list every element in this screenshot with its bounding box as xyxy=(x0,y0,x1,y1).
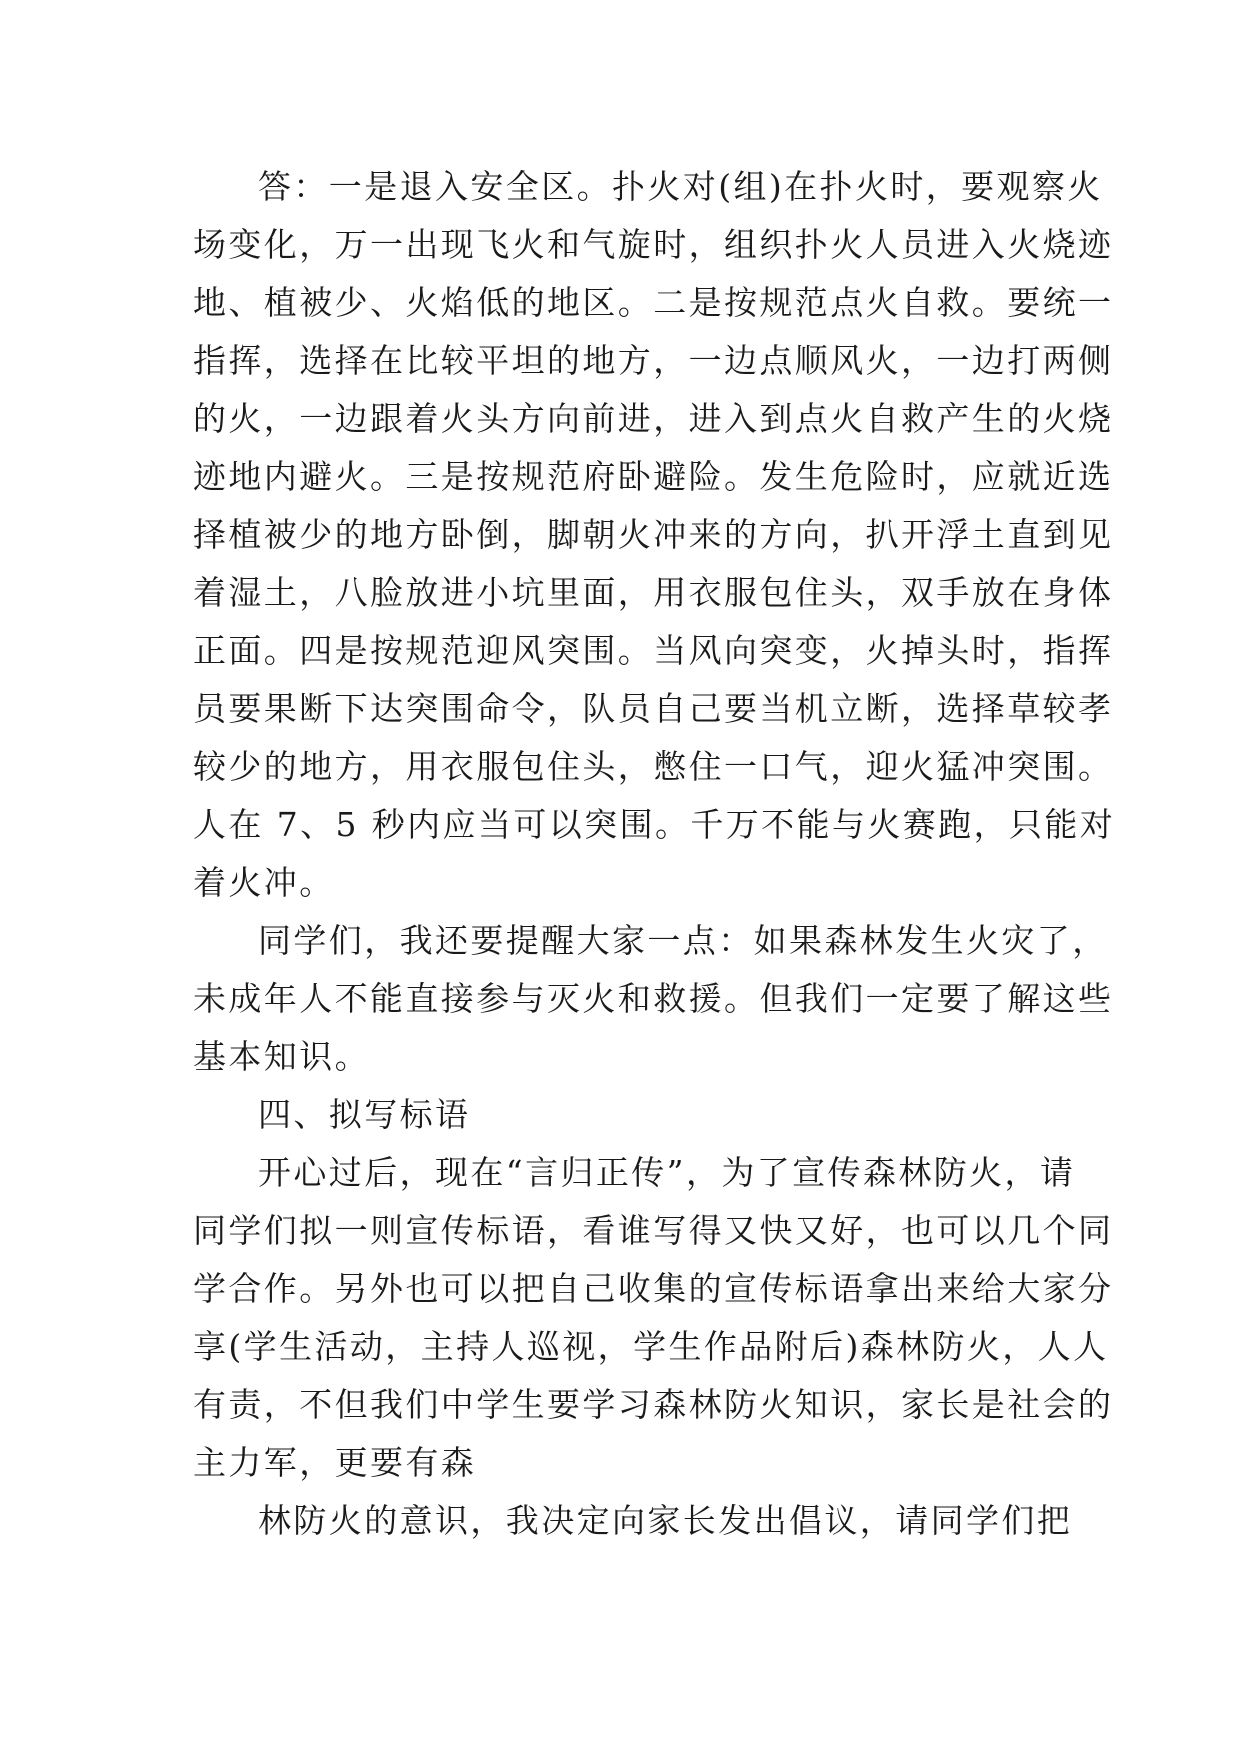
paragraph-line: 着湿土，八脸放进小坑里面，用衣服包住头，双手放在身体 xyxy=(193,573,1114,612)
paragraph-line: 指挥，选择在比较平坦的地方，一边点顺风火，一边打两侧 xyxy=(193,341,1114,380)
paragraph-line: 迹地内避火。三是按规范府卧避险。发生危险时，应就近选 xyxy=(193,457,1114,496)
paragraph-line: 林防火的意识，我决定向家长发出倡议，请同学们把 xyxy=(258,1501,1073,1540)
paragraph-line: 地、植被少、火焰低的地区。二是按规范点火自救。要统一 xyxy=(193,283,1114,322)
paragraph-line: 学合作。另外也可以把自己收集的宣传标语拿出来给大家分 xyxy=(193,1269,1114,1308)
paragraph-line: 较少的地方，用衣服包住头，憋住一口气，迎火猛冲突围。 xyxy=(193,747,1114,786)
paragraph-line: 着火冲。 xyxy=(193,863,335,902)
paragraph-line: 开心过后，现在“言归正传”，为了宣传森林防火，请 xyxy=(258,1153,1076,1192)
paragraph-line: 基本知识。 xyxy=(193,1037,370,1076)
paragraph-line: 主力军，更要有森 xyxy=(193,1443,477,1482)
paragraph-line: 有责，不但我们中学生要学习森林防火知识，家长是社会的 xyxy=(193,1385,1114,1424)
paragraph-line: 场变化，万一出现飞火和气旋时，组织扑火人员进入火烧迹 xyxy=(193,225,1114,264)
paragraph-line: 同学们，我还要提醒大家一点：如果森林发生火灾了， xyxy=(258,921,1108,960)
section-heading: 四、拟写标语 xyxy=(258,1095,471,1134)
paragraph-line: 员要果断下达突围命令，队员自己要当机立断，选择草较孝 xyxy=(193,689,1114,728)
paragraph-line: 的火，一边跟着火头方向前进，进入到点火自救产生的火烧 xyxy=(193,399,1114,438)
paragraph-line: 正面。四是按规范迎风突围。当风向突变，火掉头时，指挥 xyxy=(193,631,1114,670)
paragraph-line: 择植被少的地方卧倒，脚朝火冲来的方向，扒开浮土直到见 xyxy=(193,515,1114,554)
paragraph-line: 同学们拟一则宣传标语，看谁写得又快又好，也可以几个同 xyxy=(193,1211,1114,1250)
paragraph-line: 未成年人不能直接参与灭火和救援。但我们一定要了解这些 xyxy=(193,979,1114,1018)
paragraph-line: 答：一是退入安全区。扑火对(组)在扑火时，要观察火 xyxy=(258,167,1103,206)
paragraph-line: 人在 7、5 秒内应当可以突围。千万不能与火赛跑，只能对 xyxy=(193,805,1116,844)
paragraph-line: 享(学生活动，主持人巡视，学生作品附后)森林防火，人人 xyxy=(193,1327,1109,1366)
